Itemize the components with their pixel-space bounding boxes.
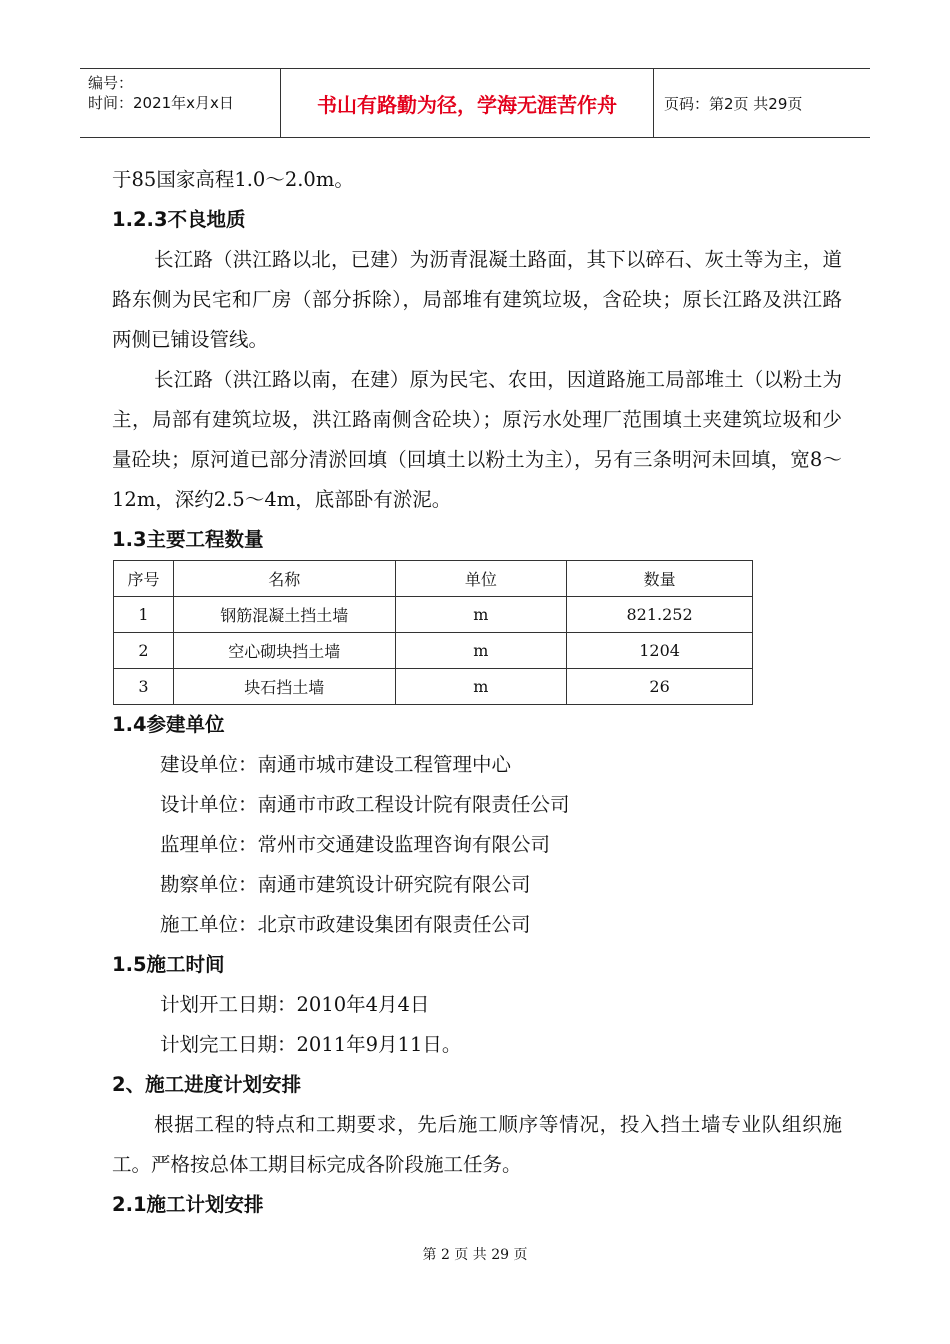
table-cell: 钢筋混凝土挡土墙	[173, 597, 395, 633]
table-header-cell: 名称	[173, 561, 395, 597]
table-header-cell: 序号	[114, 561, 174, 597]
table-cell: 1	[114, 597, 174, 633]
table-cell: 821.252	[567, 597, 753, 633]
planned-start-date: 计划开工日期：2010年4月4日	[160, 993, 430, 1016]
table-header-cell: 单位	[395, 561, 567, 597]
heading-2: 2、施工进度计划安排	[112, 1073, 302, 1096]
paragraph-geology-south: 长江路（洪江路以南，在建）原为民宅、农田，因道路施工局部堆土（以粉土为主，局部有建筑垃圾，洪江路南侧含砼块）；原污水处理厂范围填土夹建筑垃圾和少量砼块；原河道已部分清淤回填（回填土以粉土为主），另有三条明河未回填，宽8～12m，深约2.5～4m，底部卧有淤泥。	[112, 368, 842, 511]
table-cell: 3	[114, 669, 174, 705]
document-body	[112, 160, 842, 1225]
table-cell: 2	[114, 633, 174, 669]
header-page-label: 页码：第2页 共29页	[664, 94, 803, 113]
paragraph-schedule: 根据工程的特点和工期要求，先后施工顺序等情况，投入挡土墙专业队组织施工。严格按总体工期目标完成各阶段施工任务。	[112, 1113, 842, 1176]
header-meta	[80, 69, 280, 137]
table-row	[114, 633, 753, 669]
unit-supervisor: 监理单位：常州市交通建设监理咨询有限公司	[160, 833, 551, 856]
planned-end-date: 计划完工日期：2011年9月11日。	[160, 1033, 462, 1056]
unit-owner: 建设单位：南通市城市建设工程管理中心	[160, 753, 512, 776]
table-cell: 26	[567, 669, 753, 705]
document-time-label: 时间：2021年x月x日	[88, 94, 234, 112]
page-header	[80, 68, 870, 138]
table-cell: m	[395, 633, 567, 669]
paragraph-geology-north: 长江路（洪江路以北，已建）为沥青混凝土路面，其下以碎石、灰土等为主，道路东侧为民宅和厂房（部分拆除），局部堆有建筑垃圾，含砼块；原长江路及洪江路两侧已铺设管线。	[112, 248, 842, 351]
table-cell: 块石挡土墙	[173, 669, 395, 705]
document-number-label: 编号：	[88, 74, 134, 92]
table-cell: 1204	[567, 633, 753, 669]
unit-designer: 设计单位：南通市市政工程设计院有限责任公司	[160, 793, 570, 816]
unit-contractor: 施工单位：北京市政建设集团有限责任公司	[160, 913, 531, 936]
table-header-row	[114, 561, 753, 597]
heading-1-2-3: 1.2.3不良地质	[112, 208, 246, 231]
table-cell: m	[395, 669, 567, 705]
heading-1-5: 1.5施工时间	[112, 953, 225, 976]
table-cell: m	[395, 597, 567, 633]
unit-surveyor: 勘察单位：南通市建筑设计研究院有限公司	[160, 873, 531, 896]
heading-1-4: 1.4参建单位	[112, 713, 225, 736]
table-cell: 空心砌块挡土墙	[173, 633, 395, 669]
table-row	[114, 669, 753, 705]
header-motto: 书山有路勤为径，学海无涯苦作舟	[280, 69, 654, 137]
quantity-table	[113, 560, 753, 705]
heading-2-1: 2.1施工计划安排	[112, 1193, 264, 1216]
paragraph-elevation: 于85国家高程1.0～2.0m。	[112, 168, 354, 191]
table-row	[114, 597, 753, 633]
page-footer: 第 2 页 共 29 页	[422, 1247, 528, 1263]
heading-1-3: 1.3主要工程数量	[112, 528, 264, 551]
table-header-cell: 数量	[567, 561, 753, 597]
